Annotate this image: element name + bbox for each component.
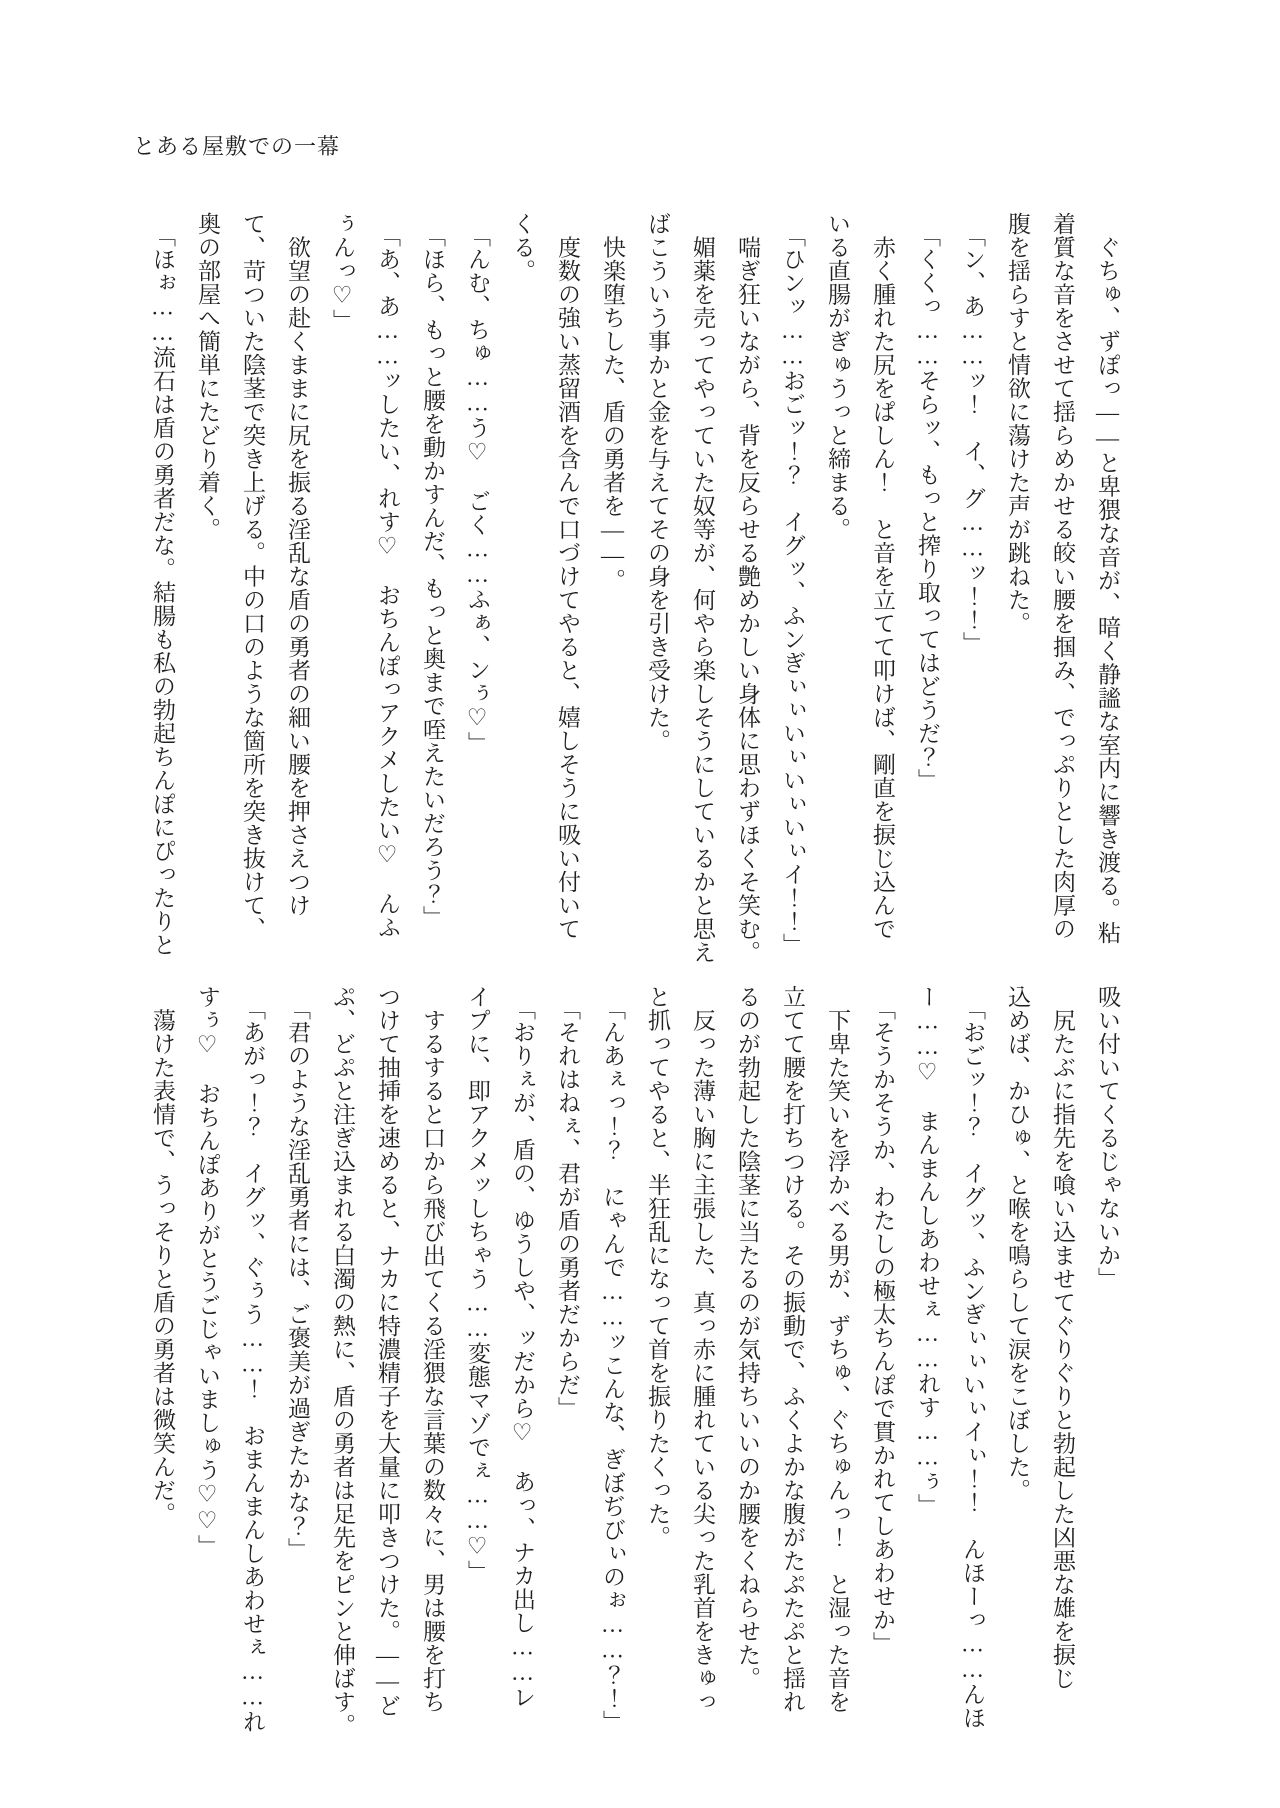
- narration-line: 欲望の赴くままに尻を振る淫乱な盾の勇者の細い腰を押さえつけ: [285, 212, 310, 917]
- narration-line: 着質な音をさせて揺らめかせる皎い腰を掴み、でっぷりとした肉厚の: [1050, 212, 1075, 941]
- dialogue-line: 「ほら、もっと腰を動かすんだ、もっと奥まで咥えたいだろう？」: [420, 212, 445, 929]
- dialogue-line: 「そうかそうか、わたしの極太ちんぽで貫かれてしあわせか」: [870, 985, 895, 1655]
- narration-line: ぷ、どぷと注ぎ込まれる白濁の熱に、盾の勇者は足先をピンと伸ばす。: [330, 985, 355, 1737]
- dialogue-line: 「ひンッ……おごッ！？ イグッ、ふンぎぃぃいぃいぃいぃイ！！」: [780, 212, 805, 957]
- narration-line: ばこういう事かと金を与えてその身を引き受けた。: [645, 212, 670, 753]
- narration-line: 込めば、かひゅ、と喉を鳴らして涙をこぼした。: [1005, 985, 1030, 1502]
- narration-line: ぐちゅ、ずぽっ――と卑猥な音が、暗く静謐な室内に響き渡る。粘: [1095, 212, 1120, 945]
- narration-line: 度数の強い蒸留酒を含んで口づけてやると、嬉しそうに吸い付いて: [555, 212, 580, 941]
- dialogue-line: 「君のような淫乱勇者には、ご褒美が過ぎたかな？」: [285, 985, 310, 1561]
- dialogue-line: 「おりぇが、盾の、ゆうしや、ッだから♡ あっ、ナカ出し……レ: [510, 985, 535, 1709]
- dialogue-line: 「それはねぇ、君が盾の勇者だからだ」: [555, 985, 580, 1420]
- narration-line: 喘ぎ狂いながら、背を反らせる艶めかしい身体に思わずほくそ笑む。: [735, 212, 760, 964]
- narration-line: 媚薬を売ってやっていた奴等が、何やら楽しそうにしているかと思え: [690, 212, 715, 964]
- text-block-bottom: [140, 985, 1130, 1737]
- narration-line: て、苛ついた陰茎で突き上げる。中の口のような箇所を突き抜けて、: [240, 212, 265, 941]
- dialogue-line: 「あ、あ……ッしたい、れす♡ おちんぽっアクメしたい♡ んふ: [375, 212, 400, 939]
- narration-line: と抓ってやると、半狂乱になって首を振りたくった。: [645, 985, 670, 1549]
- dialogue-line: 「んむ、ちゅ……う♡ ごく……ふぁ、ンぅ♡」: [465, 212, 490, 755]
- narration-line: 尻たぶに指先を喰い込ませてぐりぐりと勃起した凶悪な雄を捩じ: [1050, 985, 1075, 1690]
- dialogue-line: 「ほぉ……流石は盾の勇者だな。結腸も私の勃起ちんぽにぴったりと: [150, 212, 175, 957]
- dialogue-line: ぅんっ♡」: [330, 212, 355, 333]
- narration-line: 立てて腰を打ちつける。その振動で、ふくよかな腹がたぷたぷと揺れ: [780, 985, 805, 1714]
- narration-line: 快楽堕ちした、盾の勇者を――。: [600, 212, 625, 592]
- narration-line: 下卑た笑いを浮かべる男が、ずちゅ、ぐちゅんっ！ と湿った音を: [825, 985, 850, 1714]
- dialogue-line: 「んあぇっ！？ にゃんで……ッこんな、ぎぼぢびぃのぉ……？！」: [600, 985, 625, 1734]
- narration-line: いる直腸がぎゅうっと締まる。: [825, 212, 850, 541]
- dialogue-line: 吸い付いてくるじゃないか」: [1095, 985, 1120, 1291]
- narration-line: 反った薄い胸に主張した、真っ赤に腫れている尖った乳首をきゅっ: [690, 985, 715, 1714]
- narration-line: するすると口から飛び出てくる淫猥な言葉の数々に、男は腰を打ち: [420, 985, 445, 1714]
- dialogue-line: ー……♡ まんまんしあわせぇ……れす……ぅ」: [915, 985, 940, 1517]
- narration-line: 腹を揺らすと情欲に蕩けた声が跳ねた。: [1005, 212, 1030, 635]
- dialogue-line: 「くくっ……そらッ、もっと搾り取ってはどうだ？」: [915, 212, 940, 792]
- dialogue-line: 「おごッ！？ イグッ、ふンぎぃぃいぃイぃ！！ んほーっ……んほ: [960, 985, 985, 1730]
- narration-line: るのが勃起した陰茎に当たるのが気持ちいいのか腰をくねらせた。: [735, 985, 760, 1690]
- dialogue-line: 「あがっ！？ イグッ、ぐぅう……！ おまんまんしあわせぇ……れ: [240, 985, 265, 1734]
- text-block-top: [140, 212, 1130, 964]
- narration-line: くる。: [510, 212, 535, 283]
- narration-line: 赤く腫れた尻をぱしん！ と音を立てて叩けば、剛直を捩じ込んで: [870, 212, 895, 941]
- dialogue-line: イプに、即アクメッしちゃう……変態マゾでぇ……♡」: [465, 985, 490, 1584]
- narration-line: 奥の部屋へ簡単にたどり着く。: [195, 212, 220, 541]
- narration-line: つけて抽挿を速めると、ナカに特濃精子を大量に叩きつけた。――ど: [375, 985, 400, 1718]
- dialogue-line: すぅ♡ おちんぽありがとうごじゃいましゅう♡♡」: [195, 985, 220, 1558]
- page-title: とある屋敷での一幕: [133, 134, 341, 159]
- narration-line: 蕩けた表情で、うっそりと盾の勇者は微笑んだ。: [150, 985, 175, 1526]
- dialogue-line: 「ン、あ……ッ！ イ、グ……ッ！！」: [960, 212, 985, 655]
